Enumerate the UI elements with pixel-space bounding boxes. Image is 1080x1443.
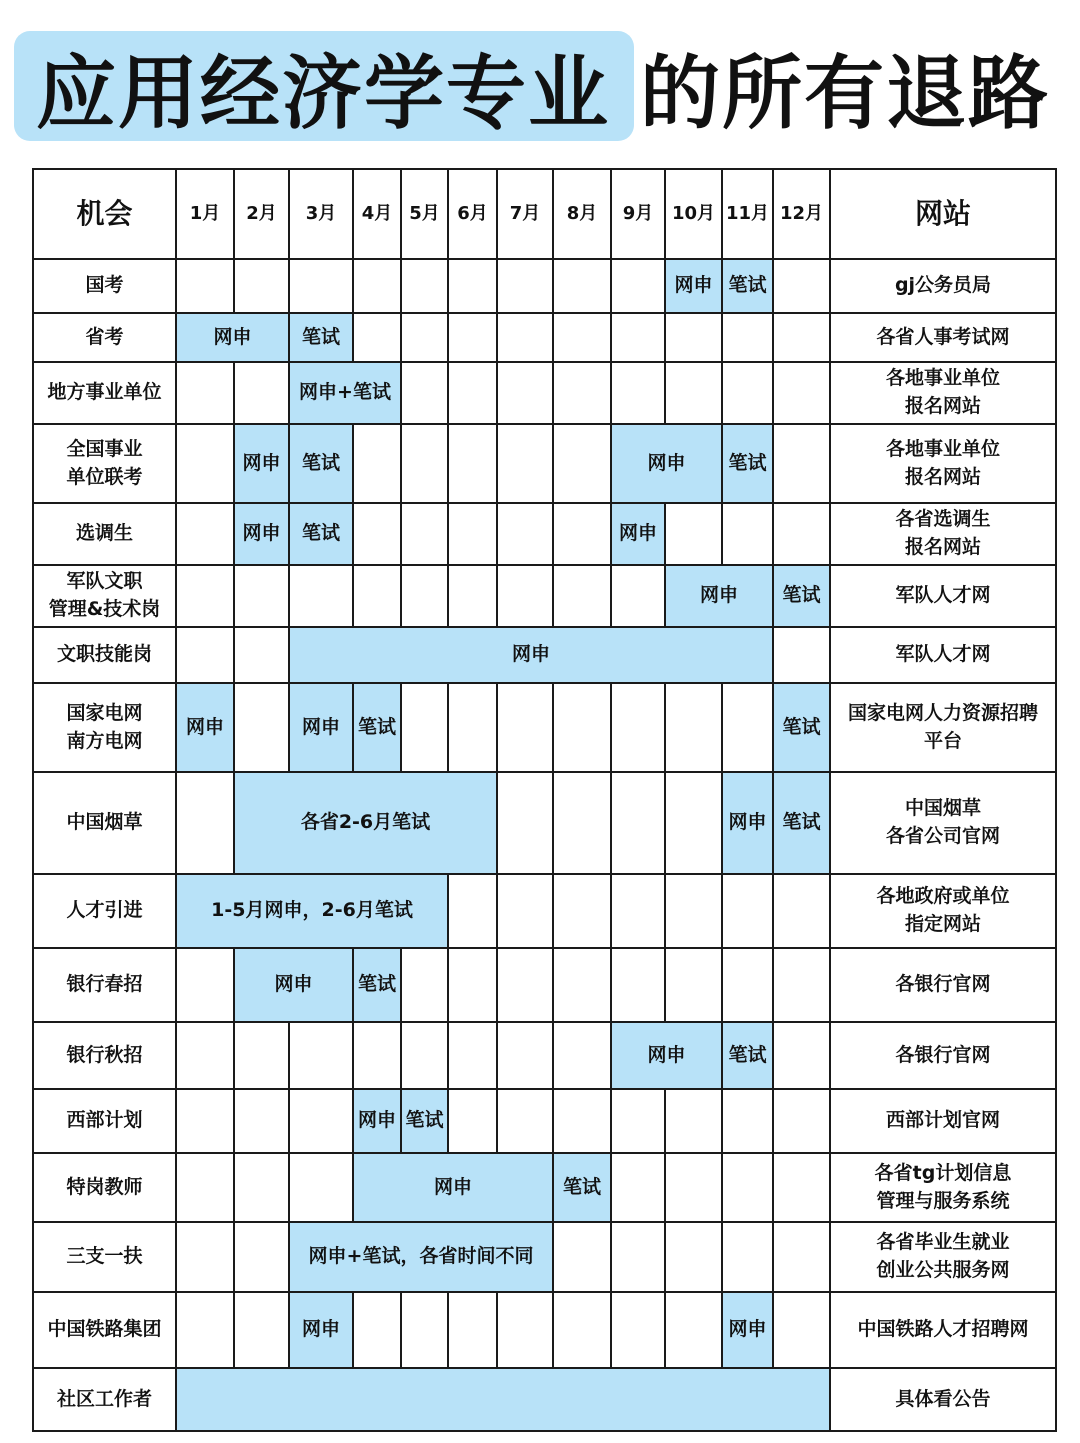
empty-cell bbox=[497, 503, 553, 565]
empty-cell bbox=[176, 627, 234, 683]
empty-cell bbox=[497, 772, 553, 874]
header-row bbox=[33, 169, 1056, 259]
empty-cell bbox=[553, 424, 611, 503]
empty-cell bbox=[553, 874, 611, 948]
row-website: 各银行官网 bbox=[830, 1022, 1056, 1089]
row-website: 各地事业单位 报名网站 bbox=[830, 424, 1056, 503]
table-row bbox=[33, 874, 1056, 948]
empty-cell bbox=[722, 683, 773, 772]
table-row bbox=[33, 1292, 1056, 1368]
header-month: 9月 bbox=[611, 169, 665, 259]
empty-cell bbox=[497, 313, 553, 362]
table-row bbox=[33, 362, 1056, 424]
empty-cell bbox=[401, 424, 448, 503]
empty-cell bbox=[553, 683, 611, 772]
empty-cell bbox=[401, 683, 448, 772]
empty-cell bbox=[553, 362, 611, 424]
table-row bbox=[33, 948, 1056, 1022]
schedule-segment: 1-5月网申，2-6月笔试 bbox=[176, 874, 448, 948]
title-rest: 的所有退路 bbox=[640, 46, 1050, 140]
empty-cell bbox=[611, 948, 665, 1022]
table-row bbox=[33, 1022, 1056, 1089]
schedule-segment: 网申+笔试，各省时间不同 bbox=[289, 1222, 553, 1292]
empty-cell bbox=[722, 313, 773, 362]
empty-cell bbox=[448, 424, 497, 503]
schedule-segment: 网申 bbox=[665, 259, 722, 313]
empty-cell bbox=[773, 259, 830, 313]
row-name: 西部计划 bbox=[33, 1089, 176, 1153]
table-row bbox=[33, 565, 1056, 627]
header-month: 4月 bbox=[353, 169, 401, 259]
empty-cell bbox=[665, 503, 722, 565]
empty-cell bbox=[497, 424, 553, 503]
row-name: 国考 bbox=[33, 259, 176, 313]
header-month: 8月 bbox=[553, 169, 611, 259]
row-website: 西部计划官网 bbox=[830, 1089, 1056, 1153]
schedule-segment: 笔试 bbox=[773, 565, 830, 627]
page-title bbox=[14, 30, 1050, 142]
schedule-segment: 网申 bbox=[289, 627, 773, 683]
table-row bbox=[33, 424, 1056, 503]
header-website: 网站 bbox=[830, 169, 1056, 259]
empty-cell bbox=[176, 362, 234, 424]
empty-cell bbox=[401, 503, 448, 565]
empty-cell bbox=[289, 1022, 353, 1089]
row-name: 三支一扶 bbox=[33, 1222, 176, 1292]
row-website: 各地政府或单位 指定网站 bbox=[830, 874, 1056, 948]
title-highlight: 应用经济学专业 bbox=[14, 31, 634, 141]
row-website: 各省tg计划信息 管理与服务系统 bbox=[830, 1153, 1056, 1222]
empty-cell bbox=[665, 313, 722, 362]
empty-cell bbox=[773, 1292, 830, 1368]
schedule-segment: 网申 bbox=[176, 313, 289, 362]
empty-cell bbox=[611, 1222, 665, 1292]
table-row bbox=[33, 683, 1056, 772]
empty-cell bbox=[401, 313, 448, 362]
empty-cell bbox=[448, 683, 497, 772]
empty-cell bbox=[234, 259, 289, 313]
row-name: 国家电网 南方电网 bbox=[33, 683, 176, 772]
row-website: 军队人才网 bbox=[830, 627, 1056, 683]
row-name: 军队文职 管理&技术岗 bbox=[33, 565, 176, 627]
header-month: 1月 bbox=[176, 169, 234, 259]
empty-cell bbox=[497, 1022, 553, 1089]
empty-cell bbox=[176, 1153, 234, 1222]
schedule-segment: 笔试 bbox=[289, 424, 353, 503]
header-month: 10月 bbox=[665, 169, 722, 259]
empty-cell bbox=[234, 1222, 289, 1292]
row-name: 中国烟草 bbox=[33, 772, 176, 874]
header-month: 3月 bbox=[289, 169, 353, 259]
empty-cell bbox=[665, 874, 722, 948]
empty-cell bbox=[611, 874, 665, 948]
empty-cell bbox=[722, 1153, 773, 1222]
empty-cell bbox=[553, 565, 611, 627]
row-name: 银行春招 bbox=[33, 948, 176, 1022]
table-row bbox=[33, 1368, 1056, 1431]
empty-cell bbox=[289, 1089, 353, 1153]
empty-cell bbox=[448, 1089, 497, 1153]
empty-cell bbox=[553, 1292, 611, 1368]
table-row bbox=[33, 503, 1056, 565]
empty-cell bbox=[665, 1292, 722, 1368]
empty-cell bbox=[611, 1153, 665, 1222]
empty-cell bbox=[773, 313, 830, 362]
empty-cell bbox=[773, 1153, 830, 1222]
schedule-segment: 网申 bbox=[234, 503, 289, 565]
empty-cell bbox=[448, 565, 497, 627]
empty-cell bbox=[773, 424, 830, 503]
schedule-segment: 笔试 bbox=[353, 683, 401, 772]
row-website: 各银行官网 bbox=[830, 948, 1056, 1022]
empty-cell bbox=[448, 259, 497, 313]
schedule-segment: 网申 bbox=[611, 424, 722, 503]
empty-cell bbox=[234, 683, 289, 772]
empty-cell bbox=[289, 565, 353, 627]
empty-cell bbox=[176, 565, 234, 627]
row-website: 各省毕业生就业 创业公共服务网 bbox=[830, 1222, 1056, 1292]
schedule-table bbox=[32, 168, 1057, 1432]
empty-cell bbox=[289, 1153, 353, 1222]
schedule-segment: 各省2-6月笔试 bbox=[234, 772, 497, 874]
empty-cell bbox=[722, 1222, 773, 1292]
empty-cell bbox=[176, 948, 234, 1022]
row-name: 全国事业 单位联考 bbox=[33, 424, 176, 503]
empty-cell bbox=[611, 683, 665, 772]
table-row bbox=[33, 627, 1056, 683]
table-row bbox=[33, 1153, 1056, 1222]
empty-cell bbox=[611, 1292, 665, 1368]
empty-cell bbox=[611, 313, 665, 362]
schedule-segment: 网申 bbox=[289, 1292, 353, 1368]
empty-cell bbox=[234, 627, 289, 683]
empty-cell bbox=[234, 565, 289, 627]
empty-cell bbox=[553, 1022, 611, 1089]
empty-cell bbox=[176, 1222, 234, 1292]
empty-cell bbox=[773, 1022, 830, 1089]
empty-cell bbox=[448, 313, 497, 362]
empty-cell bbox=[773, 362, 830, 424]
empty-cell bbox=[353, 259, 401, 313]
empty-cell bbox=[665, 362, 722, 424]
empty-cell bbox=[497, 948, 553, 1022]
empty-cell bbox=[234, 1089, 289, 1153]
empty-cell bbox=[401, 565, 448, 627]
empty-cell bbox=[611, 259, 665, 313]
table-row bbox=[33, 1222, 1056, 1292]
empty-cell bbox=[773, 503, 830, 565]
row-name: 选调生 bbox=[33, 503, 176, 565]
schedule-segment: 笔试 bbox=[722, 424, 773, 503]
row-website: 军队人才网 bbox=[830, 565, 1056, 627]
empty-cell bbox=[353, 565, 401, 627]
empty-cell bbox=[665, 1153, 722, 1222]
empty-cell bbox=[448, 362, 497, 424]
empty-cell bbox=[234, 362, 289, 424]
table-body bbox=[33, 169, 1056, 1431]
schedule-segment bbox=[176, 1368, 830, 1431]
empty-cell bbox=[176, 259, 234, 313]
schedule-segment: 网申 bbox=[611, 1022, 722, 1089]
header-month: 11月 bbox=[722, 169, 773, 259]
header-month: 7月 bbox=[497, 169, 553, 259]
empty-cell bbox=[234, 1022, 289, 1089]
row-name: 社区工作者 bbox=[33, 1368, 176, 1431]
empty-cell bbox=[611, 362, 665, 424]
row-name: 省考 bbox=[33, 313, 176, 362]
schedule-segment: 网申 bbox=[234, 948, 353, 1022]
empty-cell bbox=[448, 1022, 497, 1089]
row-website: 中国铁路人才招聘网 bbox=[830, 1292, 1056, 1368]
empty-cell bbox=[665, 772, 722, 874]
empty-cell bbox=[353, 1022, 401, 1089]
table-row bbox=[33, 259, 1056, 313]
schedule-segment: 笔试 bbox=[773, 772, 830, 874]
row-name: 文职技能岗 bbox=[33, 627, 176, 683]
empty-cell bbox=[553, 772, 611, 874]
schedule-segment: 网申 bbox=[611, 503, 665, 565]
empty-cell bbox=[611, 1089, 665, 1153]
schedule-segment: 笔试 bbox=[553, 1153, 611, 1222]
row-website: 各省选调生 报名网站 bbox=[830, 503, 1056, 565]
schedule-segment: 网申 bbox=[722, 772, 773, 874]
row-website: 中国烟草 各省公司官网 bbox=[830, 772, 1056, 874]
empty-cell bbox=[773, 1089, 830, 1153]
empty-cell bbox=[448, 948, 497, 1022]
table-row bbox=[33, 772, 1056, 874]
empty-cell bbox=[553, 1089, 611, 1153]
empty-cell bbox=[176, 1292, 234, 1368]
empty-cell bbox=[401, 362, 448, 424]
empty-cell bbox=[176, 772, 234, 874]
empty-cell bbox=[553, 503, 611, 565]
empty-cell bbox=[553, 1222, 611, 1292]
empty-cell bbox=[722, 503, 773, 565]
empty-cell bbox=[665, 1089, 722, 1153]
schedule-segment: 网申 bbox=[176, 683, 234, 772]
empty-cell bbox=[176, 1089, 234, 1153]
empty-cell bbox=[665, 1222, 722, 1292]
empty-cell bbox=[497, 259, 553, 313]
schedule-segment: 笔试 bbox=[722, 1022, 773, 1089]
header-month: 2月 bbox=[234, 169, 289, 259]
schedule-segment: 笔试 bbox=[722, 259, 773, 313]
schedule-segment: 笔试 bbox=[773, 683, 830, 772]
schedule-segment: 笔试 bbox=[289, 313, 353, 362]
empty-cell bbox=[401, 259, 448, 313]
empty-cell bbox=[401, 948, 448, 1022]
empty-cell bbox=[773, 627, 830, 683]
header-month: 5月 bbox=[401, 169, 448, 259]
row-name: 地方事业单位 bbox=[33, 362, 176, 424]
empty-cell bbox=[401, 1022, 448, 1089]
empty-cell bbox=[611, 565, 665, 627]
schedule-segment: 笔试 bbox=[353, 948, 401, 1022]
empty-cell bbox=[773, 948, 830, 1022]
schedule-segment: 网申 bbox=[353, 1153, 553, 1222]
header-opportunity: 机会 bbox=[33, 169, 176, 259]
empty-cell bbox=[234, 1292, 289, 1368]
empty-cell bbox=[722, 948, 773, 1022]
header-month: 12月 bbox=[773, 169, 830, 259]
empty-cell bbox=[553, 313, 611, 362]
empty-cell bbox=[176, 424, 234, 503]
empty-cell bbox=[611, 772, 665, 874]
empty-cell bbox=[665, 948, 722, 1022]
empty-cell bbox=[553, 259, 611, 313]
row-website: gj公务员局 bbox=[830, 259, 1056, 313]
empty-cell bbox=[234, 1153, 289, 1222]
row-name: 人才引进 bbox=[33, 874, 176, 948]
schedule-segment: 网申 bbox=[289, 683, 353, 772]
empty-cell bbox=[665, 683, 722, 772]
empty-cell bbox=[353, 1292, 401, 1368]
empty-cell bbox=[448, 874, 497, 948]
schedule-segment: 网申 bbox=[353, 1089, 401, 1153]
header-month: 6月 bbox=[448, 169, 497, 259]
row-website: 具体看公告 bbox=[830, 1368, 1056, 1431]
empty-cell bbox=[497, 565, 553, 627]
empty-cell bbox=[497, 874, 553, 948]
empty-cell bbox=[722, 874, 773, 948]
empty-cell bbox=[497, 683, 553, 772]
table-row bbox=[33, 313, 1056, 362]
empty-cell bbox=[773, 1222, 830, 1292]
row-name: 特岗教师 bbox=[33, 1153, 176, 1222]
empty-cell bbox=[722, 1089, 773, 1153]
empty-cell bbox=[497, 362, 553, 424]
row-name: 中国铁路集团 bbox=[33, 1292, 176, 1368]
empty-cell bbox=[448, 1292, 497, 1368]
empty-cell bbox=[497, 1089, 553, 1153]
empty-cell bbox=[289, 259, 353, 313]
schedule-segment: 网申 bbox=[665, 565, 773, 627]
empty-cell bbox=[176, 1022, 234, 1089]
empty-cell bbox=[353, 424, 401, 503]
schedule-segment: 网申 bbox=[722, 1292, 773, 1368]
empty-cell bbox=[448, 503, 497, 565]
table-row bbox=[33, 1089, 1056, 1153]
empty-cell bbox=[353, 313, 401, 362]
schedule-segment: 笔试 bbox=[401, 1089, 448, 1153]
row-website: 各省人事考试网 bbox=[830, 313, 1056, 362]
row-website: 各地事业单位 报名网站 bbox=[830, 362, 1056, 424]
schedule-segment: 网申+笔试 bbox=[289, 362, 401, 424]
row-website: 国家电网人力资源招聘 平台 bbox=[830, 683, 1056, 772]
empty-cell bbox=[773, 874, 830, 948]
empty-cell bbox=[722, 362, 773, 424]
empty-cell bbox=[497, 1292, 553, 1368]
empty-cell bbox=[353, 503, 401, 565]
empty-cell bbox=[176, 503, 234, 565]
row-name: 银行秋招 bbox=[33, 1022, 176, 1089]
empty-cell bbox=[401, 1292, 448, 1368]
schedule-segment: 网申 bbox=[234, 424, 289, 503]
schedule-segment: 笔试 bbox=[289, 503, 353, 565]
empty-cell bbox=[553, 948, 611, 1022]
